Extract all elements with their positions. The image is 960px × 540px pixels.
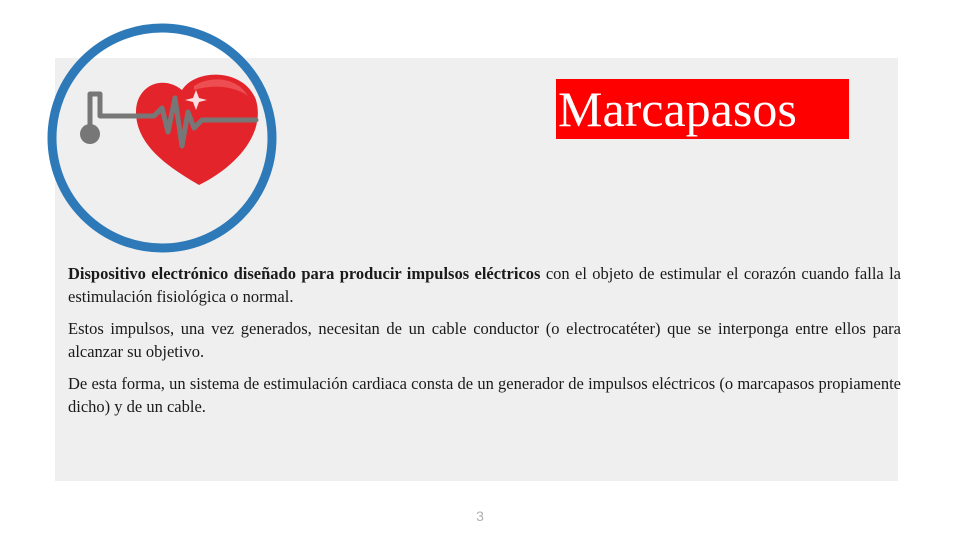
paragraph-1: [68, 262, 901, 308]
slide-title: Marcapasos: [558, 81, 797, 137]
page-number: 3: [476, 508, 484, 524]
paragraph-3: De esta forma, un sistema de estimulación cardiaca consta de un generador de impulsos eléctricos (o marcapasos propiamente dicho) y de un cable.: [68, 374, 901, 416]
paragraph-1-text: con el objeto de estimular el corazón cuando falla la estimulación fisiológica o normal.: [68, 264, 902, 306]
body-text: [68, 262, 901, 427]
paragraph-1-bold: Dispositivo electrónico diseñado para producir impulsos eléctricos: [68, 264, 541, 283]
paragraph-2: Estos impulsos, una vez generados, necesitan de un cable conductor (o electrocatéter) que se interponga entre ellos para alcanzar su objetivo.: [68, 319, 901, 361]
pacemaker-heart-icon: [44, 20, 280, 256]
title-box: [556, 79, 849, 139]
